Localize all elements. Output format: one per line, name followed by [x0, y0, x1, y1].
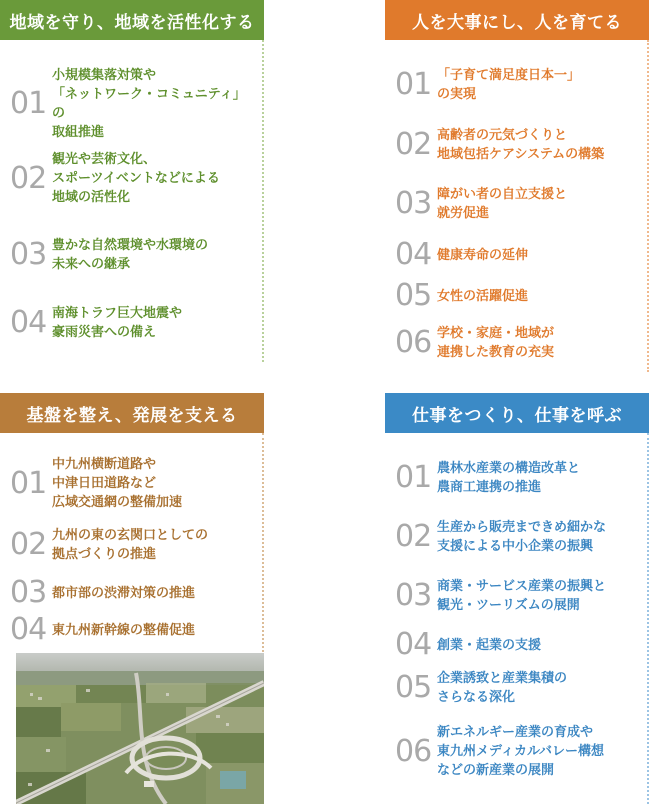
panel-title: 地域を守り、地域を活性化する [0, 0, 264, 40]
item-number: 01 [10, 465, 47, 501]
panel-industry [385, 393, 649, 804]
item-text: 障がい者の自立支援と 就労促進 [437, 187, 568, 221]
item-number: 06 [395, 325, 432, 360]
panel-body [385, 433, 649, 804]
item-number: 03 [10, 575, 47, 610]
item-text: 新エネルギー産業の育成や 東九州メディカルバレー構想 などの新産業の展開 [437, 725, 605, 778]
item-text: 中九州横断道路や 中津日田道路など 広域交通網の整備加速 [52, 457, 183, 510]
item-number: 04 [10, 612, 47, 647]
item-number: 01 [395, 67, 432, 102]
list-item [10, 575, 258, 610]
item-text: 学校・家庭・地域が 連携した教育の充実 [437, 326, 555, 360]
item-text: 観光や芸術文化、 スポーツイベントなどによる 地域の活性化 [52, 152, 220, 205]
item-text: 東九州新幹線の整備促進 [52, 622, 196, 638]
item-text: 生産から販売まできめ細かな 支援による中小企業の振興 [437, 520, 607, 554]
panel-people [385, 0, 649, 372]
panel-community [0, 0, 264, 362]
list-item [395, 669, 643, 707]
item-number: 03 [395, 186, 432, 221]
list-item [10, 66, 258, 142]
list-item [395, 185, 643, 223]
list-item [395, 324, 643, 362]
item-text: 農林水産業の構造改革と 農商工連携の推進 [437, 461, 581, 495]
item-text: 創業・起業の支援 [437, 637, 542, 653]
item-number: 02 [10, 527, 47, 562]
item-number: 01 [395, 460, 432, 495]
list-item [395, 627, 643, 662]
list-item [10, 455, 258, 512]
item-number: 03 [395, 578, 432, 613]
panel-infrastructure [0, 393, 264, 804]
item-number: 06 [395, 733, 432, 769]
panel-title: 人を大事にし、人を育てる [385, 0, 649, 40]
item-number: 02 [395, 127, 432, 162]
item-number: 02 [10, 160, 47, 196]
item-text: 企業誘致と産業集積の さらなる深化 [437, 671, 568, 705]
list-item [395, 459, 643, 497]
panel-title: 基盤を整え、発展を支える [0, 393, 264, 433]
item-text: 小規模集落対策や 「ネットワーク・コミュニティ」の 取組推進 [52, 68, 246, 140]
item-number: 01 [10, 86, 47, 121]
item-text: 豊かな自然環境や水環境の 未来への継承 [52, 238, 209, 272]
aerial-photo-interchange [16, 653, 264, 804]
item-text: 女性の活躍促進 [437, 288, 529, 304]
list-item [395, 66, 643, 104]
list-item [10, 526, 258, 564]
list-item [395, 278, 643, 313]
item-text: 「子育て満足度日本一」 の実現 [437, 68, 581, 102]
item-text: 南海トラフ巨大地震や 豪雨災害への備え [52, 306, 183, 340]
list-item [10, 304, 258, 342]
item-text: 健康寿命の延伸 [437, 247, 529, 263]
panel-title: 仕事をつくり、仕事を呼ぶ [385, 393, 649, 433]
list-item [395, 126, 643, 164]
list-item [395, 237, 643, 272]
list-item [395, 518, 643, 556]
item-text: 商業・サービス産業の振興と 観光・ツーリズムの展開 [437, 579, 607, 613]
list-item [10, 150, 258, 207]
list-item [10, 236, 258, 274]
item-text: 都市部の渋滞対策の推進 [52, 585, 196, 601]
item-number: 04 [395, 237, 432, 272]
item-text: 九州の東の玄関口としての 拠点づくりの推進 [52, 528, 209, 562]
item-number: 04 [395, 627, 432, 662]
item-number: 05 [395, 670, 432, 705]
item-number: 04 [10, 305, 47, 340]
item-number: 03 [10, 237, 47, 272]
panel-body [0, 40, 264, 362]
item-text: 高齢者の元気づくりと 地域包括ケアシステムの構築 [437, 128, 605, 162]
list-item [395, 577, 643, 615]
list-item [395, 723, 643, 780]
list-item [10, 612, 258, 647]
item-number: 05 [395, 278, 432, 313]
panel-body [385, 40, 649, 372]
item-number: 02 [395, 519, 432, 554]
